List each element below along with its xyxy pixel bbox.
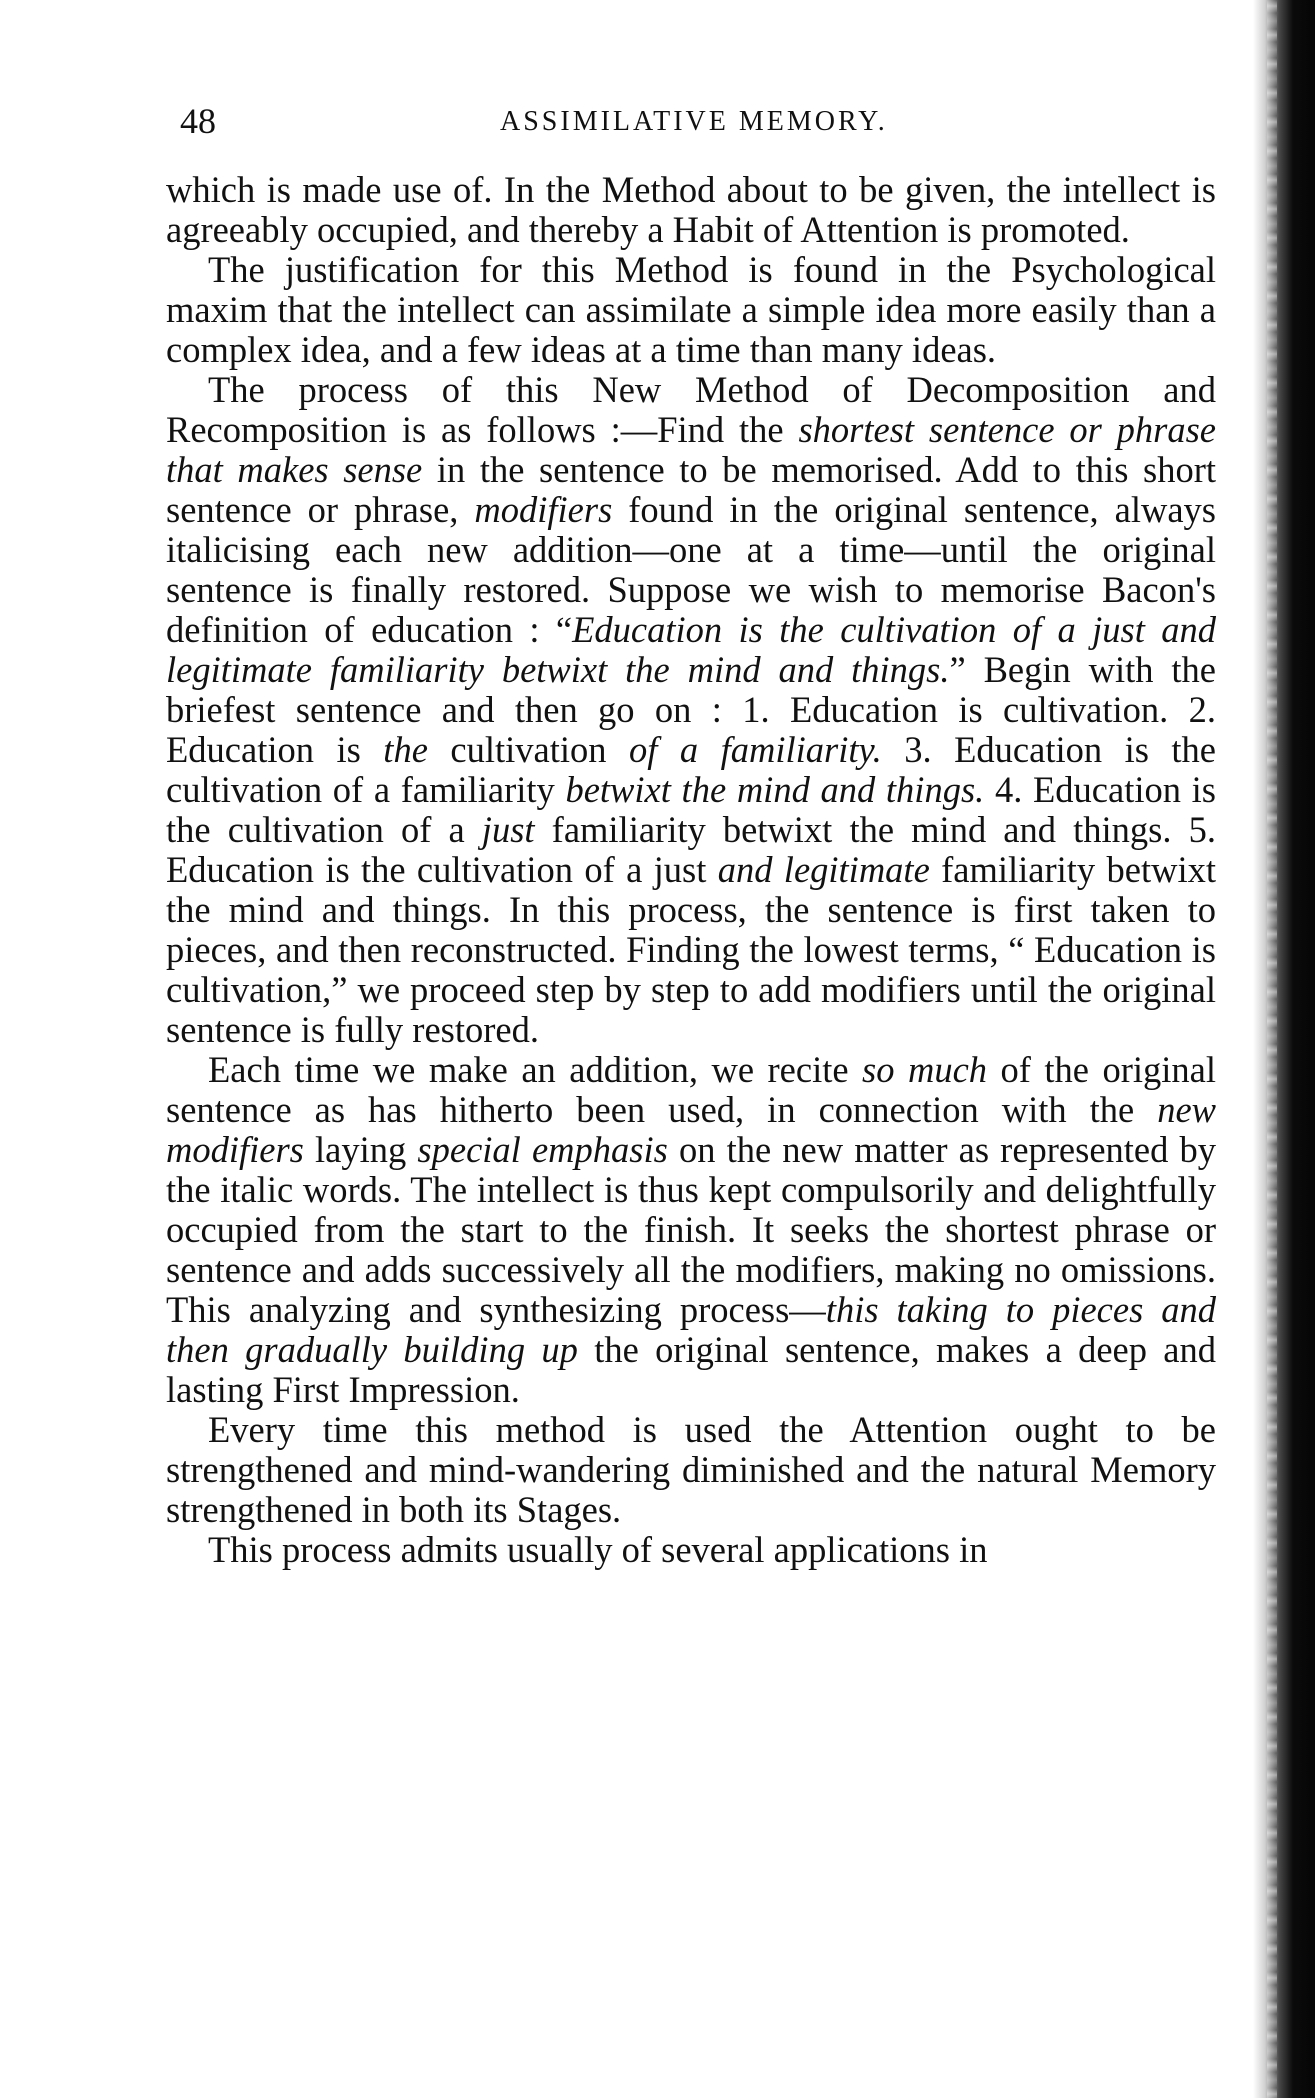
text-run: Each time we make an addition, we recite [208,1049,863,1090]
text-run: cultivation [427,729,629,770]
italic-text: the [383,729,428,770]
italic-text: modifiers [474,489,613,530]
text-run: of the original sentence as has hitherto been used, in connection with the [166,1049,1217,1130]
text-run: found in the original sentence, always italicising each new addition—one at a time—until the original sentence is finally restored. Suppose we wish to memorise Bacon's definition of education : “ [166,489,1216,650]
text-run: which is made use of. In the Method about to be given, the intellect is agreeably occupied, and thereby a Habit of Attention is promoted. [166,169,1216,250]
text-run: on the new matter as represented by the italic words. The intellect is thus kept compulsorily and delightfully occupied from the start to the finish. It seeks the shortest phrase or sentence and adds successively all the modifiers, making no omissions. This analyzing and synthesizing process— [166,1129,1217,1330]
italic-text: this taking to pieces and then gradually building up [166,1289,1217,1370]
paragraph [166,250,1216,370]
text-run: familiarity betwixt the mind and things. In this process, the sentence is first taken to pieces, and then reconstructed. Finding the lowest terms, “ Education is cultivation,” we proceed step by step to add modifiers until the original sentence is fully restored. [166,849,1216,1050]
text-run: familiarity betwixt the mind and things. 5. Education is the cultivation of a just [166,809,1216,890]
italic-text: shortest sentence or phrase that makes sense [166,409,1216,490]
italic-text: and legitimate [717,849,930,890]
body-text [166,170,1216,1570]
italic-text: special emphasis [417,1129,668,1170]
text-run: the original sentence, makes a deep and lasting First Impression. [166,1329,1216,1410]
paragraph [166,370,1216,1050]
text-run: 4. Education is the cultivation of a [166,769,1216,850]
italic-text: Education is the cultivation of a just and legitimate familiarity betwixt the mind and things. [166,609,1216,690]
text-run: The justification for this Method is found in the Psychological maxim that the intellect can assimilate a simple idea more easily than a complex idea, and a few ideas at a time than many ideas. [166,249,1216,370]
book-gutter-shadow [1253,0,1315,2098]
text-run: The process of this New Method of Decomposition and Recomposition is as follows :—Find the [166,369,1216,450]
text-run: in the sentence to be memorised. Add to this short sentence or phrase, [166,449,1216,530]
text-run: ” Begin with the briefest sentence and then go on : 1. Education is cultivation. 2. Education is [166,649,1216,770]
running-head: ASSIMILATIVE MEMORY. [500,106,888,137]
italic-text: of a familiarity. [628,729,882,770]
text-run: 3. Education is the cultivation of a familiarity [166,729,1217,810]
paragraph [166,1530,1216,1570]
text-run: Every time this method is used the Attention ought to be strengthened and mind-wandering diminished and the natural Memory strengthened in both its Stages. [166,1409,1216,1530]
paragraph [166,170,1216,250]
page-number: 48 [180,101,216,141]
page-header [180,100,1215,148]
italic-text: so much [862,1049,988,1090]
italic-text: betwixt the mind and things. [565,769,985,810]
text-run: This process admits usually of several applications in [208,1529,988,1570]
italic-text: new modifiers [166,1089,1216,1170]
paragraph [166,1410,1216,1530]
text-run: laying [303,1129,418,1170]
paragraph [166,1050,1216,1410]
italic-text: just [481,809,535,850]
